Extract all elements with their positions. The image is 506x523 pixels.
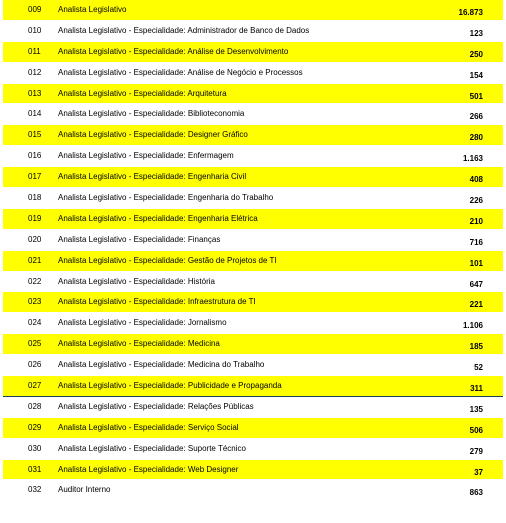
row-description: Analista Legislativo - Especialidade: Análise de Desenvolvimento — [58, 46, 289, 56]
row-description: Analista Legislativo - Especialidade: Análise de Negócio e Processos — [58, 67, 303, 77]
row-code: 022 — [28, 276, 42, 286]
row-code: 027 — [28, 381, 42, 391]
table-row — [3, 355, 503, 376]
row-value: 226 — [469, 196, 483, 206]
row-code: 019 — [28, 213, 42, 223]
row-value: 716 — [469, 237, 483, 247]
row-code: 023 — [28, 297, 42, 307]
row-value: 135 — [469, 404, 483, 414]
row-description: Analista Legislativo - Especialidade: Enfermagem — [58, 151, 234, 161]
row-code: 020 — [28, 234, 42, 244]
table-row — [3, 0, 503, 21]
row-description: Analista Legislativo - Especialidade: Web Designer — [58, 464, 239, 474]
row-code: 016 — [28, 151, 42, 161]
row-value: 101 — [469, 258, 483, 268]
row-description: Analista Legislativo - Especialidade: Relações Públicas — [58, 401, 254, 411]
row-description: Analista Legislativo - Especialidade: Designer Gráfico — [58, 130, 248, 140]
row-code: 029 — [28, 422, 42, 432]
row-value: 506 — [469, 425, 483, 435]
row-description: Analista Legislativo - Especialidade: Engenharia Civil — [58, 172, 247, 182]
row-description: Analista Legislativo - Especialidade: Engenharia Elétrica — [58, 213, 258, 223]
row-code: 015 — [28, 130, 42, 140]
table-row — [3, 167, 503, 188]
row-code: 021 — [28, 255, 42, 265]
row-value: 863 — [469, 488, 483, 498]
row-code: 014 — [28, 109, 42, 119]
table-row — [3, 125, 503, 146]
row-description: Analista Legislativo - Especialidade: Medicina — [58, 339, 220, 349]
row-code: 013 — [28, 88, 42, 98]
table-row — [3, 439, 503, 460]
table-row — [3, 230, 503, 251]
table-row — [3, 418, 503, 439]
row-value: 37 — [474, 467, 483, 477]
table-row — [3, 460, 503, 481]
table-row — [3, 104, 503, 125]
row-description: Analista Legislativo - Especialidade: Administrador de Banco de Dados — [58, 25, 310, 35]
row-code: 025 — [28, 339, 42, 349]
row-code: 010 — [28, 25, 42, 35]
row-value: 1.106 — [462, 321, 483, 331]
row-code: 024 — [28, 318, 42, 328]
row-description: Analista Legislativo - Especialidade: Suporte Técnico — [58, 443, 246, 453]
row-value: 154 — [469, 70, 483, 80]
table-row — [3, 397, 503, 418]
table-row — [3, 209, 503, 230]
row-value: 266 — [469, 112, 483, 122]
row-value: 16.873 — [458, 8, 483, 17]
row-value: 210 — [469, 216, 483, 226]
row-description: Analista Legislativo - Especialidade: Arquitetura — [58, 88, 227, 98]
table-row — [3, 42, 503, 63]
row-code: 012 — [28, 67, 42, 77]
row-value: 250 — [469, 49, 483, 59]
row-value: 1.163 — [462, 154, 483, 164]
table-row — [3, 188, 503, 209]
row-description: Analista Legislativo - Especialidade: Publicidade e Propaganda — [58, 381, 282, 391]
row-description: Analista Legislativo - Especialidade: Engenharia do Trabalho — [58, 193, 274, 203]
row-description: Analista Legislativo - Especialidade: Biblioteconomia — [58, 109, 245, 119]
row-value: 52 — [474, 363, 483, 373]
row-description: Analista Legislativo - Especialidade: Jornalismo — [58, 318, 227, 328]
row-value: 123 — [469, 28, 483, 38]
candidates-table — [3, 0, 503, 501]
row-value: 279 — [469, 446, 483, 456]
table-row — [3, 21, 503, 42]
table-row — [3, 292, 503, 313]
row-description: Analista Legislativo - Especialidade: Serviço Social — [58, 422, 239, 432]
row-value: 501 — [469, 91, 483, 101]
row-code: 011 — [28, 46, 41, 56]
row-value: 408 — [469, 175, 483, 185]
table-row — [3, 376, 503, 397]
row-code: 028 — [28, 401, 42, 411]
row-value: 185 — [469, 342, 483, 352]
table-row — [3, 63, 503, 84]
row-value: 311 — [470, 384, 483, 394]
table-row — [3, 84, 503, 105]
row-code: 032 — [28, 485, 42, 495]
table-row — [3, 334, 503, 355]
table-row — [3, 272, 503, 293]
row-description: Analista Legislativo - Especialidade: História — [58, 276, 215, 286]
table-row — [3, 313, 503, 334]
row-code: 030 — [28, 443, 42, 453]
row-code: 018 — [28, 193, 42, 203]
table-row — [3, 251, 503, 272]
row-value: 647 — [469, 279, 483, 289]
row-description: Analista Legislativo - Especialidade: Medicina do Trabalho — [58, 360, 265, 370]
table-row — [3, 480, 503, 501]
row-description: Auditor Interno — [58, 485, 111, 495]
row-code: 009 — [28, 5, 42, 14]
row-description: Analista Legislativo — [58, 5, 127, 14]
row-value: 280 — [469, 133, 483, 143]
row-code: 017 — [28, 172, 42, 182]
row-description: Analista Legislativo - Especialidade: Finanças — [58, 234, 221, 244]
row-value: 221 — [469, 300, 483, 310]
row-description: Analista Legislativo - Especialidade: Gestão de Projetos de TI — [58, 255, 277, 265]
table-row — [3, 146, 503, 167]
row-code: 031 — [28, 464, 42, 474]
row-description: Analista Legislativo - Especialidade: Infraestrutura de TI — [58, 297, 256, 307]
row-code: 026 — [28, 360, 42, 370]
